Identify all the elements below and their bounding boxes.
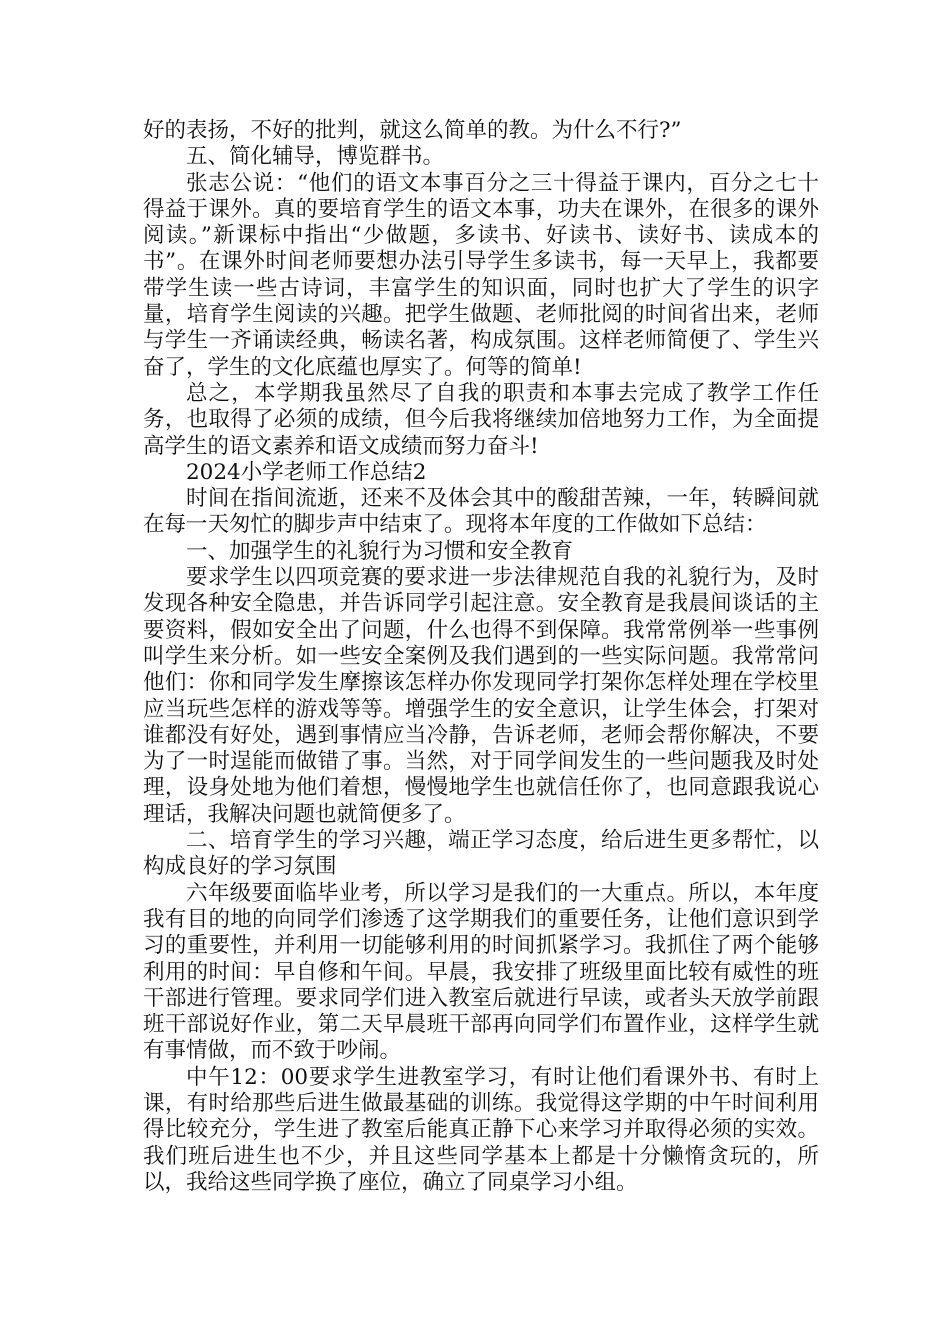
paragraph-conclusion: 总之，本学期我虽然尽了自我的职责和本事去完成了教学工作任务，也取得了必须的成绩，但今后我将继续加倍地努力工作，为全面提高学生的语文素养和语文成绩而努力奋斗! xyxy=(143,380,819,459)
paragraph: 六年级要面临毕业考，所以学习是我们的一大重点。所以，本年度我有目的地的向同学们渗透了这学期我们的重要任务，让他们意识到学习的重要性，并利用一切能够利用的时间抓紧学习。我抓住了两个能够利用的时间：早自修和午间。早晨，我安排了班级里面比较有威性的班干部进行管理。要求同学们进入教室后就进行早读，或者头天放学前跟班干部说好作业，第二天早晨班干部再向同学们布置作业，这样学生就有事情做，而不致于吵闹。 xyxy=(143,880,819,1064)
section-heading-two: 二、培育学生的学习兴趣，端正学习态度，给后进生更多帮忙，以构成良好的学习氛围 xyxy=(143,828,819,880)
paragraph: 中午12：00要求学生进教室学习，有时让他们看课外书、有时上课，有时给那些后进生做最基础的训练。我觉得这学期的中午时间利用得比较充分，学生进了教室后能真正静下心来学习并取得必须的实效。我们班后进生也不少，并且这些同学基本上都是十分懒惰贪玩的，所以，我给这些同学换了座位，确立了同桌学习小组。 xyxy=(143,1064,819,1195)
paragraph: 要求学生以四项竞赛的要求进一步法律规范自我的礼貌行为，及时发现各种安全隐患，并告诉同学引起注意。安全教育是我晨间谈话的主要资料，假如安全出了问题，什么也得不到保障。我常常例举一些事例叫学生来分析。如一些安全案例及我们遇到的一些实际问题。我常常问他们：你和同学发生摩擦该怎样办你发现同学打架你怎样处理在学校里应当玩些怎样的游戏等等。增强学生的安全意识，让学生体会，打架对谁都没有好处，遇到事情应当冷静，告诉老师，老师会帮你解决，不要为了一时逞能而做错了事。当然，对于同学间发生的一些问题我及时处理，设身处地为他们着想，慢慢地学生也就信任你了，也同意跟我说心理话，我解决问题也就简便多了。 xyxy=(143,565,819,827)
section-heading-five: 五、简化辅导，博览群书。 xyxy=(186,144,445,170)
document-body xyxy=(143,118,819,1196)
section-heading-one: 一、加强学生的礼貌行为习惯和安全教育 xyxy=(186,538,574,564)
paragraph-continuation: 好的表扬，不好的批判，就这么简单的教。为什么不行?” xyxy=(143,118,682,143)
document-subtitle: 2024小学老师工作总结2 xyxy=(186,459,427,485)
paragraph: 张志公说：“他们的语文本事百分之三十得益于课内，百分之七十得益于课外。真的要培育学生的语文本事，功夫在课外，在很多的课外阅读。”新课标中指出“少做题，多读书、好读书、读好书、读成本的书”。在课外时间老师要想办法引导学生多读书，每一天早上，我都要带学生读一些古诗词，丰富学生的知识面，同时也扩大了学生的识字量，培育学生阅读的兴趣。把学生做题、老师批阅的时间省出来，老师与学生一齐诵读经典，畅读名著，构成氛围。这样老师简便了、学生兴奋了，学生的文化底蕴也厚实了。何等的简单! xyxy=(143,170,819,380)
paragraph-intro: 时间在指间流逝，还来不及体会其中的酸甜苦辣，一年，转瞬间就在每一天匆忙的脚步声中结束了。现将本年度的工作做如下总结： xyxy=(143,486,819,538)
